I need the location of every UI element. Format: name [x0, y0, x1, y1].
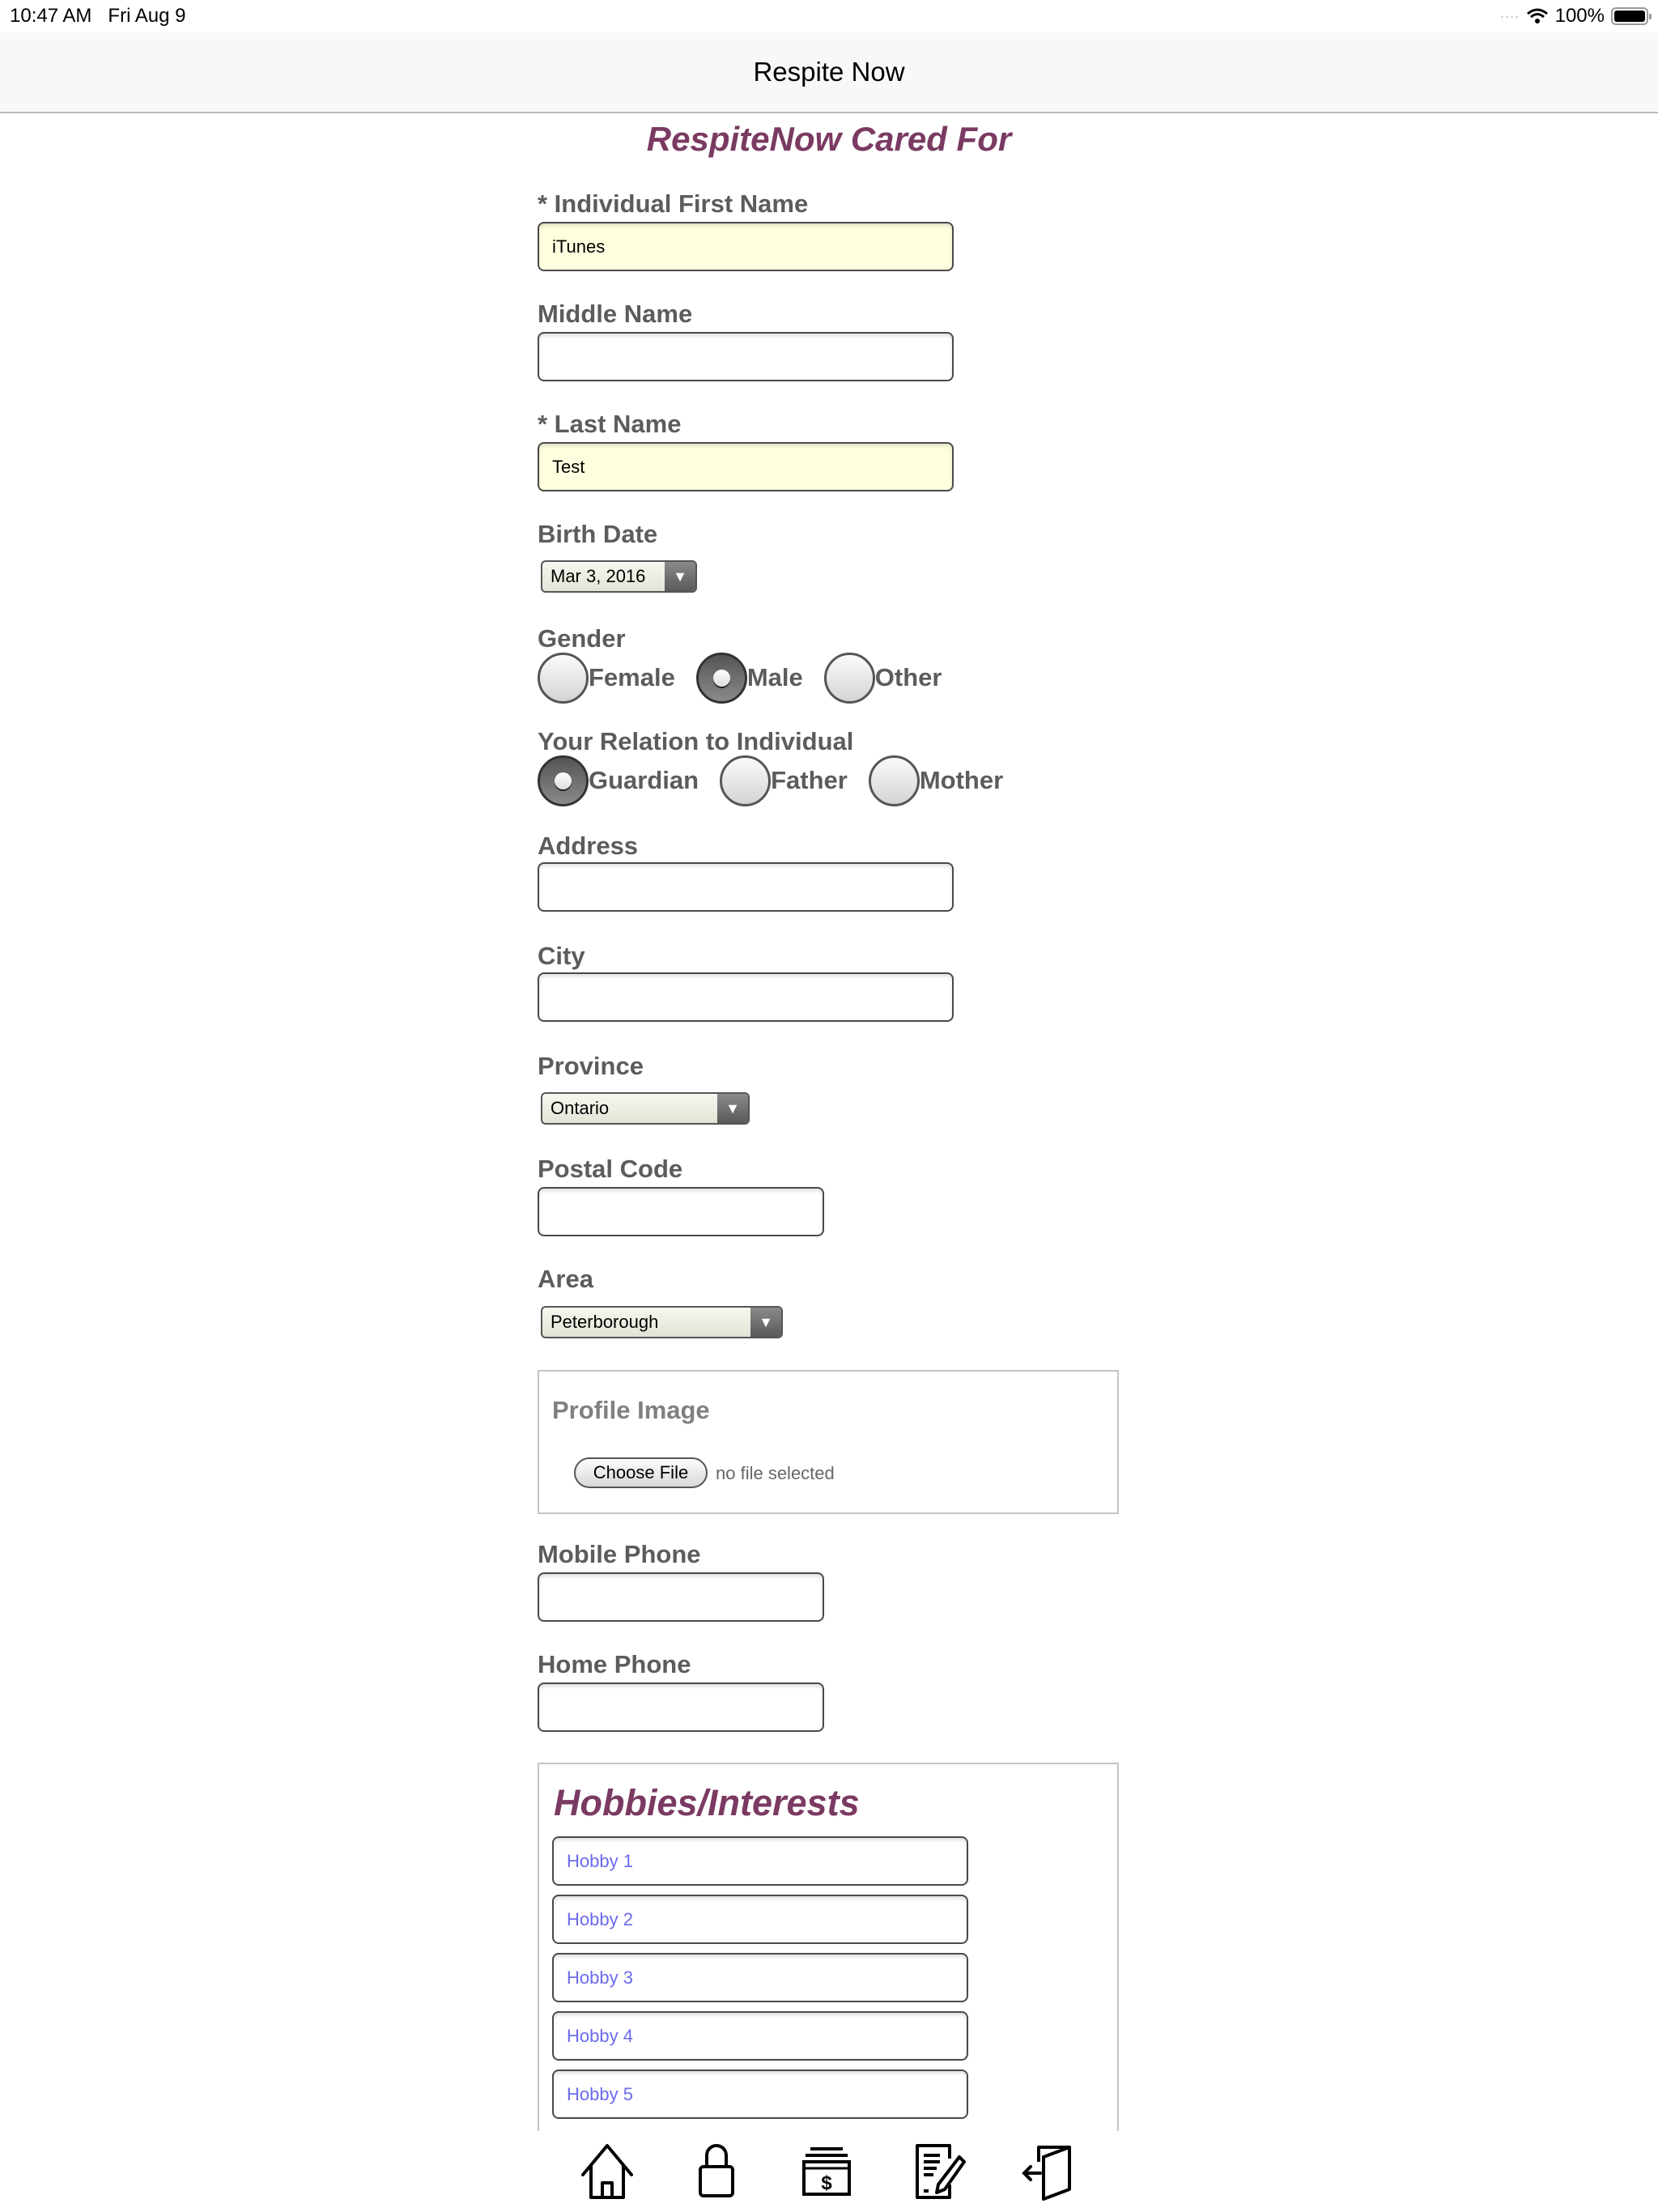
- home-phone-label: Home Phone: [538, 1650, 691, 1678]
- last-name-input[interactable]: Test: [538, 442, 954, 491]
- middle-name-label: Middle Name: [538, 300, 693, 328]
- postal-code-input[interactable]: [538, 1187, 824, 1236]
- notes-icon[interactable]: [909, 2142, 967, 2201]
- gender-label: Gender: [538, 624, 626, 653]
- hobby-2-input[interactable]: Hobby 2: [552, 1895, 968, 1944]
- birth-date-label: Birth Date: [538, 520, 658, 548]
- hobby-1-input[interactable]: Hobby 1: [552, 1836, 968, 1886]
- time: 10:47 AM: [10, 5, 92, 27]
- postal-code-label: Postal Code: [538, 1155, 683, 1183]
- last-name-label: * Last Name: [538, 410, 682, 438]
- birth-date-select[interactable]: [541, 560, 697, 593]
- middle-name-input[interactable]: [538, 332, 954, 381]
- gender-female-label[interactable]: Female: [589, 663, 675, 691]
- date: Fri Aug 9: [108, 5, 186, 27]
- area-label: Area: [538, 1265, 593, 1293]
- file-status: no file selected: [716, 1463, 835, 1483]
- choose-file-button[interactable]: Choose File: [574, 1457, 708, 1488]
- logout-icon[interactable]: [1021, 2142, 1079, 2201]
- province-select[interactable]: [541, 1092, 750, 1125]
- first-name-input[interactable]: iTunes: [538, 222, 954, 271]
- profile-image-section: [538, 1370, 1119, 1514]
- province-label: Province: [538, 1052, 644, 1080]
- tab-bar: [0, 2131, 1658, 2212]
- area-select[interactable]: [541, 1306, 783, 1338]
- status-bar: [0, 0, 1658, 32]
- province-value: Ontario: [551, 1098, 610, 1118]
- address-input[interactable]: [538, 862, 954, 912]
- address-label: Address: [538, 832, 639, 860]
- battery-icon: [1611, 7, 1648, 25]
- area-value: Peterborough: [551, 1312, 659, 1332]
- city-label: City: [538, 942, 585, 970]
- status-time: [10, 5, 185, 28]
- gender-other-label[interactable]: Other: [874, 663, 942, 691]
- lock-icon[interactable]: [687, 2142, 746, 2201]
- nav-title: Respite Now: [753, 57, 905, 87]
- hobby-3-input[interactable]: Hobby 3: [552, 1953, 968, 2002]
- wifi-icon: [1526, 7, 1549, 25]
- hobby-4-input[interactable]: Hobby 4: [552, 2011, 968, 2061]
- gender-male-radio[interactable]: [696, 653, 747, 704]
- gender-female-radio[interactable]: [538, 653, 589, 704]
- profile-image-label: Profile Image: [552, 1396, 710, 1424]
- battery-percent: 100%: [1554, 5, 1605, 27]
- relation-mother-label[interactable]: Mother: [919, 766, 1004, 794]
- relation-label: Your Relation to Individual: [538, 727, 854, 755]
- relation-father-label[interactable]: Father: [771, 766, 848, 794]
- svg-text:$: $: [821, 2172, 832, 2194]
- relation-guardian-label[interactable]: Guardian: [589, 766, 699, 794]
- relation-father-radio[interactable]: [720, 755, 771, 806]
- gender-male-label[interactable]: Male: [746, 663, 803, 691]
- page-title: RespiteNow Cared For: [646, 120, 1012, 158]
- mobile-phone-input[interactable]: [538, 1572, 824, 1622]
- first-name-label: * Individual First Name: [538, 189, 809, 218]
- chevron-down-icon: ▼: [750, 1308, 781, 1337]
- birth-date-value: Mar 3, 2016: [551, 566, 646, 586]
- relation-guardian-radio[interactable]: [538, 755, 589, 806]
- signal-icon: ····: [1499, 7, 1520, 24]
- hobby-5-input[interactable]: Hobby 5: [552, 2069, 968, 2119]
- home-phone-input[interactable]: [538, 1682, 824, 1732]
- gender-other-radio[interactable]: [824, 653, 875, 704]
- city-input[interactable]: [538, 972, 954, 1022]
- nav-bar: [0, 32, 1658, 113]
- status-right: [1500, 5, 1648, 28]
- home-icon[interactable]: [578, 2142, 636, 2201]
- billing-icon[interactable]: [797, 2142, 856, 2201]
- gender-radio-group: [538, 651, 964, 704]
- relation-mother-radio[interactable]: [869, 755, 920, 806]
- chevron-down-icon: ▼: [717, 1094, 748, 1123]
- mobile-phone-label: Mobile Phone: [538, 1540, 701, 1568]
- chevron-down-icon: ▼: [665, 562, 695, 591]
- hobbies-heading: Hobbies/Interests: [554, 1782, 860, 1823]
- relation-radio-group: [538, 754, 1026, 807]
